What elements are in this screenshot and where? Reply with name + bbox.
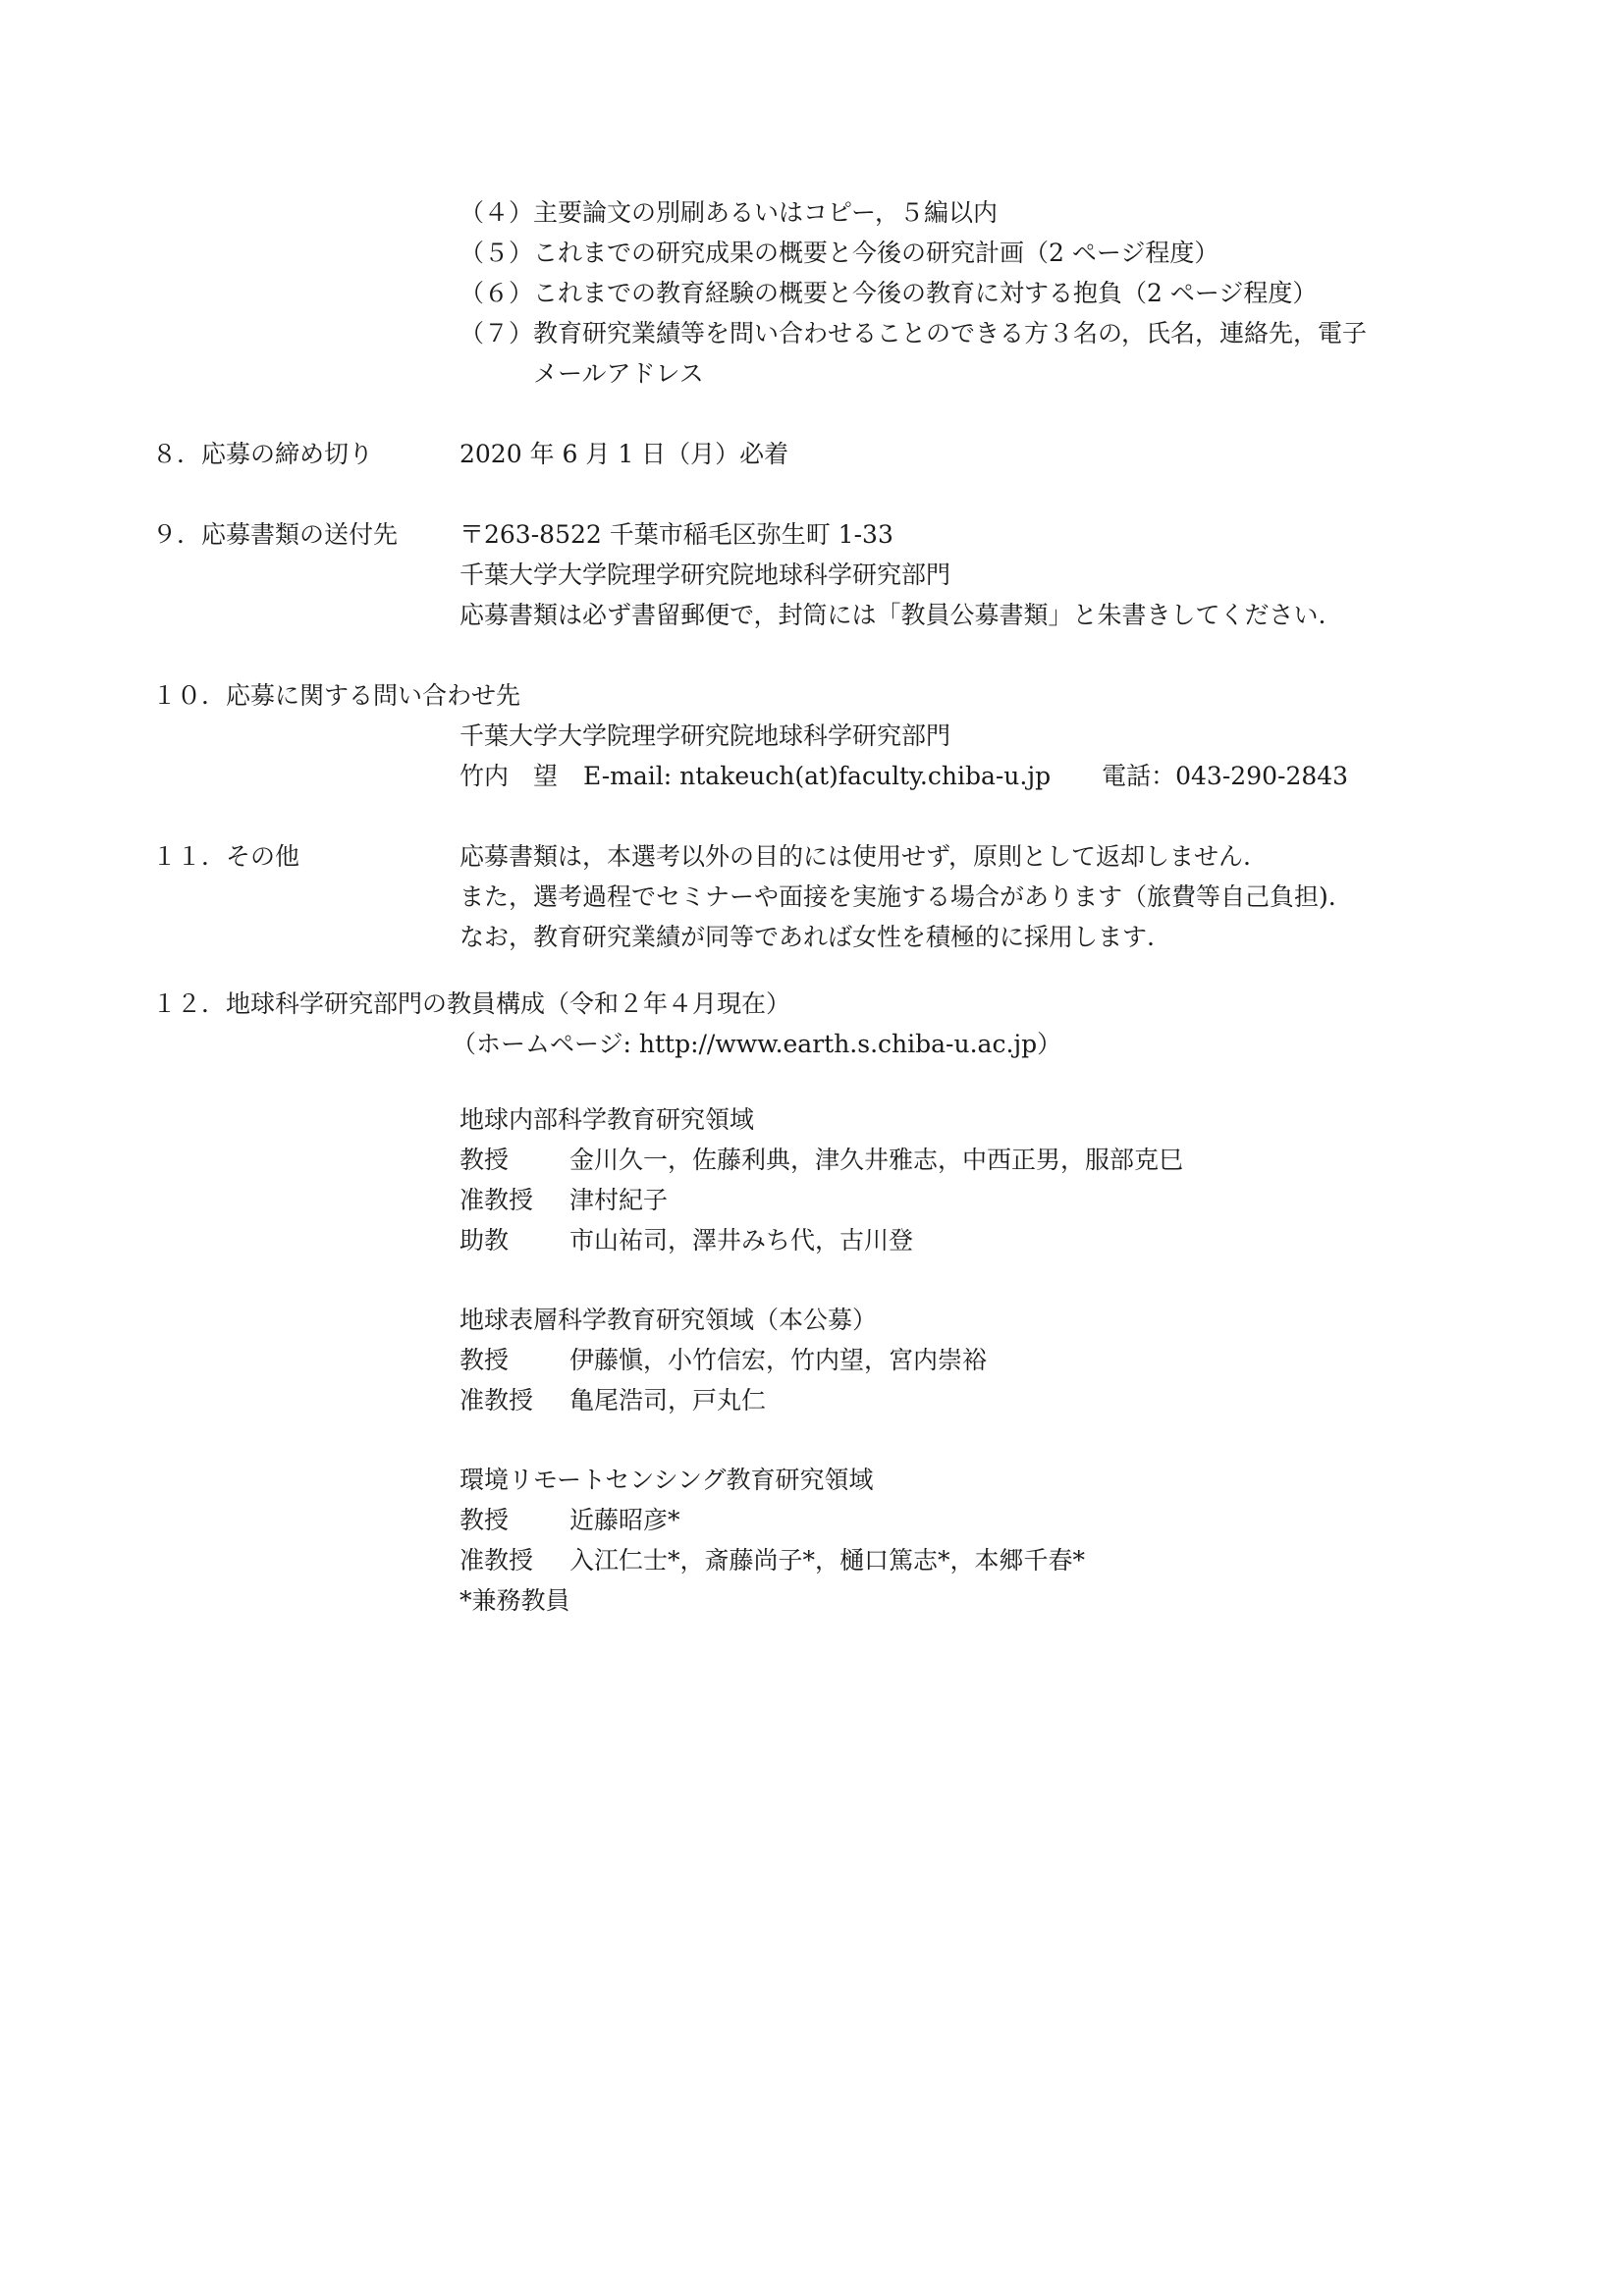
faculty-row — [460, 1502, 509, 1539]
faculty-row — [460, 1542, 533, 1579]
faculty-row — [460, 1342, 509, 1379]
faculty-row — [460, 1382, 533, 1419]
faculty-rank: 助教 — [460, 1226, 510, 1255]
list-item-7: （７）教育研究業績等を問い合わせることのできる方３名の，氏名，連絡先，電子 — [460, 319, 1368, 347]
faculty-names: 伊藤愼，小竹信宏，竹内望，宮内崇裕 — [569, 1346, 988, 1374]
faculty-names: 亀尾浩司，戸丸仁 — [569, 1386, 767, 1415]
list-item-4: （４）主要論文の別刷あるいはコピー，５編以内 — [460, 198, 999, 227]
faculty-rank: 教授 — [460, 1346, 510, 1374]
section-9-heading: ９．応募書類の送付先 — [152, 520, 399, 549]
faculty-rank: 教授 — [460, 1146, 510, 1174]
postal-address: 〒263-8522 千葉市稲毛区弥生町 1-33 — [460, 520, 893, 549]
list-item-6: （６）これまでの教育経験の概要と今後の教育に対する抱負（2 ページ程度） — [460, 279, 1318, 307]
faculty-rank: 教授 — [460, 1506, 510, 1534]
faculty-names: 津村紀子 — [569, 1186, 669, 1214]
contact-line — [460, 758, 1348, 795]
footnote: *兼務教員 — [460, 1586, 570, 1615]
group-title: 地球内部科学教育研究領域 — [460, 1105, 755, 1134]
faculty-row — [460, 1142, 509, 1179]
send-department: 千葉大学大学院理学研究院地球科学研究部門 — [460, 561, 951, 589]
group-title: 環境リモートセンシング教育研究領域 — [460, 1466, 874, 1494]
list-item-7-continued: メールアドレス — [533, 359, 704, 388]
mailing-note: 応募書類は必ず書留郵便で，封筒には「教員公募書類」と朱書きしてください. — [460, 601, 1326, 629]
section-10-heading: １０．応募に関する問い合わせ先 — [152, 681, 521, 710]
deadline-value: 2020 年 6 月 1 日（月）必着 — [460, 440, 789, 468]
other-note-2: また，選考過程でセミナーや面接を実施する場合があります（旅費等自己負担). — [460, 882, 1336, 911]
faculty-row — [460, 1182, 533, 1219]
list-item-5: （５）これまでの研究成果の概要と今後の研究計画（2 ページ程度） — [460, 239, 1219, 267]
faculty-row — [460, 1222, 509, 1259]
group-title: 地球表層科学教育研究領域（本公募） — [460, 1306, 878, 1334]
faculty-rank: 准教授 — [460, 1186, 534, 1214]
other-note-3: なお，教育研究業績が同等であれば女性を積極的に採用します. — [460, 923, 1155, 951]
faculty-rank: 准教授 — [460, 1386, 534, 1415]
other-note-1: 応募書類は，本選考以外の目的には使用せず，原則として返却しません. — [460, 842, 1251, 871]
contact-department: 千葉大学大学院理学研究院地球科学研究部門 — [460, 721, 951, 750]
contact-email: E-mail: ntakeuch(at)faculty.chiba-u.jp — [583, 762, 1052, 790]
section-11-heading: １１．その他 — [152, 842, 300, 871]
faculty-names: 近藤昭彦* — [569, 1506, 680, 1534]
contact-name: 竹内 望 — [460, 762, 559, 790]
faculty-names: 金川久一，佐藤利典，津久井雅志，中西正男，服部克巳 — [569, 1146, 1184, 1174]
homepage-line: （ホームページ: http://www.earth.s.chiba-u.ac.jp） — [452, 1030, 1062, 1058]
section-12-heading: １２．地球科学研究部門の教員構成（令和２年４月現在） — [152, 989, 791, 1018]
contact-phone: 電話：043-290-2843 — [1102, 762, 1349, 790]
faculty-names: 入江仁士*，斎藤尚子*，樋口篤志*，本郷千春* — [569, 1546, 1086, 1575]
faculty-rank: 准教授 — [460, 1546, 534, 1575]
faculty-names: 市山祐司，澤井みち代，古川登 — [569, 1226, 914, 1255]
section-8-heading: ８．応募の締め切り — [152, 440, 374, 468]
